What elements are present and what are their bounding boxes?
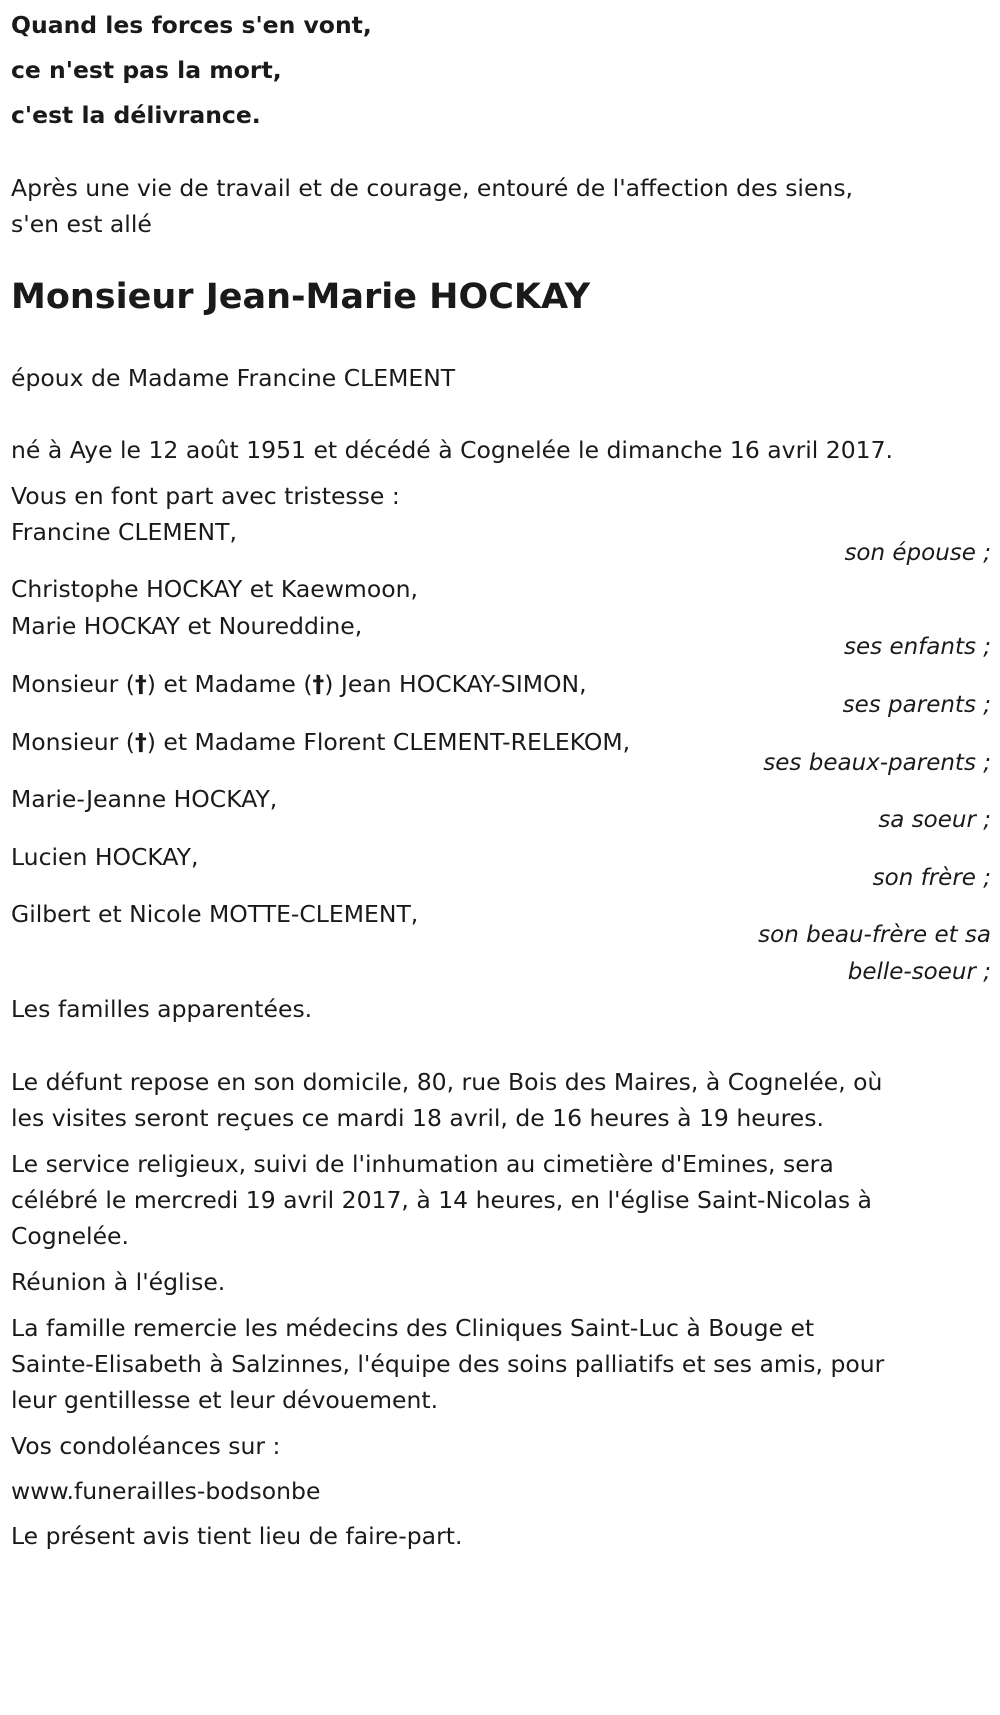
family-brother-role: son frère ; [872,865,991,891]
cross-icon: † [134,728,147,756]
family-sister-name: Marie-Jeanne HOCKAY, [11,785,278,813]
visitation-line-1: Le défunt repose en son domicile, 80, rue Bois des Maires, à Cognelée, où [11,1068,883,1096]
parents-text-c: ) Jean HOCKAY-SIMON, [324,670,587,698]
cross-icon: † [312,670,325,698]
parents-text-a: Monsieur ( [11,670,135,698]
thanks-line-1: La famille remercie les médecins des Cliniques Saint-Luc à Bouge et [11,1314,815,1342]
service-line-1: Le service religieux, suivi de l'inhumation au cimetière d'Emines, sera [11,1150,834,1178]
family-parents-role: ses parents ; [842,692,991,718]
service-line-2: célébré le mercredi 19 avril 2017, à 14 heures, en l'église Saint-Nicolas à [11,1186,872,1214]
family-spouse-name: Francine CLEMENT, [11,518,237,546]
condolences-label: Vos condoléances sur : [11,1432,281,1460]
family-sister-role: sa soeur ; [878,807,991,833]
family-relatives: Les familles apparentées. [11,995,313,1023]
thanks-line-3: leur gentillesse et leur dévouement. [11,1386,439,1414]
inlaws-text-b: ) et Madame Florent CLEMENT-RELEKOM, [146,728,631,756]
epigraph-line-2: ce n'est pas la mort, [11,56,282,84]
website-link[interactable]: www.funerailles-bodsonbe [11,1477,321,1505]
family-sibling-inlaws-name: Gilbert et Nicole MOTTE-CLEMENT, [11,900,419,928]
epigraph-line-3: c'est la délivrance. [11,101,261,129]
family-inlaws-line [11,722,630,762]
intro-line-1: Après une vie de travail et de courage, entouré de l'affection des siens, [11,174,854,202]
service-line-3: Cognelée. [11,1222,129,1250]
family-sibling-inlaws-role-2: belle-soeur ; [847,959,991,985]
family-parents-line [11,664,587,704]
birth-death-line: né à Aye le 12 août 1951 et décédé à Cognelée le dimanche 16 avril 2017. [11,436,894,464]
visitation-line-2: les visites seront reçues ce mardi 18 avril, de 16 heures à 19 heures. [11,1104,824,1132]
family-children-role: ses enfants ; [844,634,991,660]
cross-icon: † [134,670,147,698]
parents-text-b: ) et Madame ( [146,670,313,698]
family-child-1: Christophe HOCKAY et Kaewmoon, [11,575,418,603]
family-child-2: Marie HOCKAY et Noureddine, [11,612,363,640]
epigraph-line-1: Quand les forces s'en vont, [11,11,372,39]
intro-line-2: s'en est allé [11,210,152,238]
meeting-line: Réunion à l'église. [11,1268,226,1296]
inlaws-text-a: Monsieur ( [11,728,135,756]
deceased-name: Monsieur Jean-Marie HOCKAY [11,277,591,317]
family-brother-name: Lucien HOCKAY, [11,843,199,871]
family-inlaws-role: ses beaux-parents ; [763,750,991,776]
announcement-intro: Vous en font part avec tristesse : [11,482,400,510]
family-spouse-role: son épouse ; [844,540,991,566]
closing-line: Le présent avis tient lieu de faire-part. [11,1522,463,1550]
family-sibling-inlaws-role-1: son beau-frère et sa [758,922,991,948]
thanks-line-2: Sainte-Elisabeth à Salzinnes, l'équipe des soins palliatifs et ses amis, pour [11,1350,885,1378]
spouse-line: époux de Madame Francine CLEMENT [11,364,456,392]
